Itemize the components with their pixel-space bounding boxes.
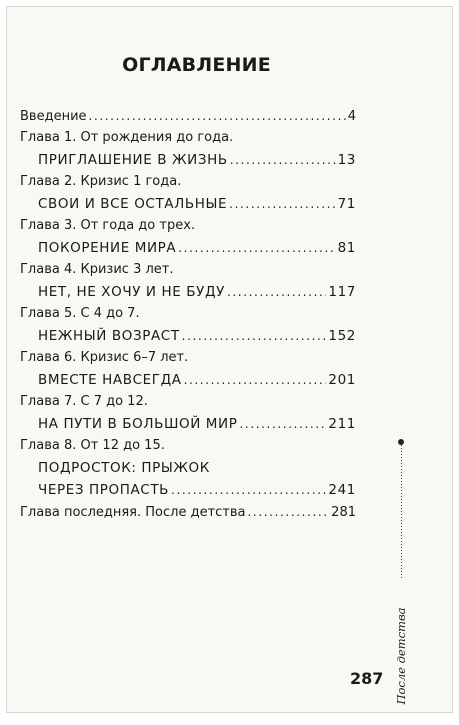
toc-entry-page: 241 [328,482,356,498]
toc-entry [20,501,356,523]
toc-chapter-line [20,303,356,325]
dot-leader [178,237,335,259]
toc-chapter-label: Глава 7. С 7 до 12. [20,394,148,409]
book-page [6,6,453,713]
dot-leader [230,149,336,171]
dot-leader [239,413,326,435]
toc-chapter-line [20,259,356,281]
toc-entry-page: 4 [347,109,356,124]
toc-entry-title: НЕЖНЫЙ ВОЗРАСТ [38,328,180,344]
toc-chapter-label: Глава 2. Кризис 1 года. [20,174,182,189]
toc-entry [20,149,356,171]
page-title: ОГЛАВЛЕНИЕ [122,54,271,76]
toc-chapter-line [20,127,356,149]
dot-leader [227,281,326,303]
toc-entry [20,413,356,435]
toc-entry [20,369,356,391]
toc-entry [20,237,356,259]
toc-entry-title: ПОКОРЕНИЕ МИРА [38,240,177,256]
dot-leader [89,105,346,127]
toc-entry-title: ЧЕРЕЗ ПРОПАСТЬ [38,482,170,498]
toc-entry-page: 13 [337,152,356,168]
toc-entry-page: 81 [337,240,356,256]
toc-entry [20,105,356,127]
toc-chapter-line [20,435,356,457]
dot-leader [182,325,327,347]
toc-entry [20,325,356,347]
toc-entry-page: 152 [328,328,356,344]
dot-leader [171,479,326,501]
toc-entry-title: Введение [20,109,87,124]
toc-entry-title: Глава последняя. После детства [20,505,246,520]
toc-chapter-label: Глава 8. От 12 до 15. [20,438,165,453]
dotted-rule [401,445,402,580]
toc-chapter-label: Глава 5. С 4 до 7. [20,306,140,321]
dot-leader [248,501,330,523]
toc-entry-page: 117 [328,284,356,300]
toc-entry-title: НЕТ, НЕ ХОЧУ И НЕ БУДУ [38,284,225,300]
toc-entry-page: 211 [328,416,356,432]
dot-leader [229,193,335,215]
toc-chapter-line [20,171,356,193]
toc-entry-title: ПОДРОСТОК: ПРЫЖОК [38,460,210,476]
running-head-text: После детства [394,607,408,705]
toc-entry-page: 201 [328,372,356,388]
table-of-contents [20,105,356,523]
toc-entry [20,479,356,501]
page-number: 287 [350,669,384,688]
toc-entry-page: 281 [331,505,356,520]
toc-entry-page: 71 [337,196,356,212]
toc-entry [20,281,356,303]
toc-chapter-label: Глава 3. От года до трех. [20,218,196,233]
toc-chapter-label: Глава 4. Кризис 3 лет. [20,262,174,277]
toc-chapter-label: Глава 1. От рождения до года. [20,130,234,145]
toc-chapter-line [20,347,356,369]
toc-chapter-line [20,457,356,479]
toc-chapter-line [20,215,356,237]
toc-chapter-line [20,391,356,413]
toc-entry [20,193,356,215]
toc-entry-title: ПРИГЛАШЕНИЕ В ЖИЗНЬ [38,152,228,168]
toc-entry-title: НА ПУТИ В БОЛЬШОЙ МИР [38,416,238,432]
dot-leader [184,369,327,391]
toc-chapter-label: Глава 6. Кризис 6–7 лет. [20,350,189,365]
toc-entry-title: ВМЕСТЕ НАВСЕГДА [38,372,182,388]
toc-entry-title: СВОИ И ВСЕ ОСТАЛЬНЫЕ [38,196,228,212]
